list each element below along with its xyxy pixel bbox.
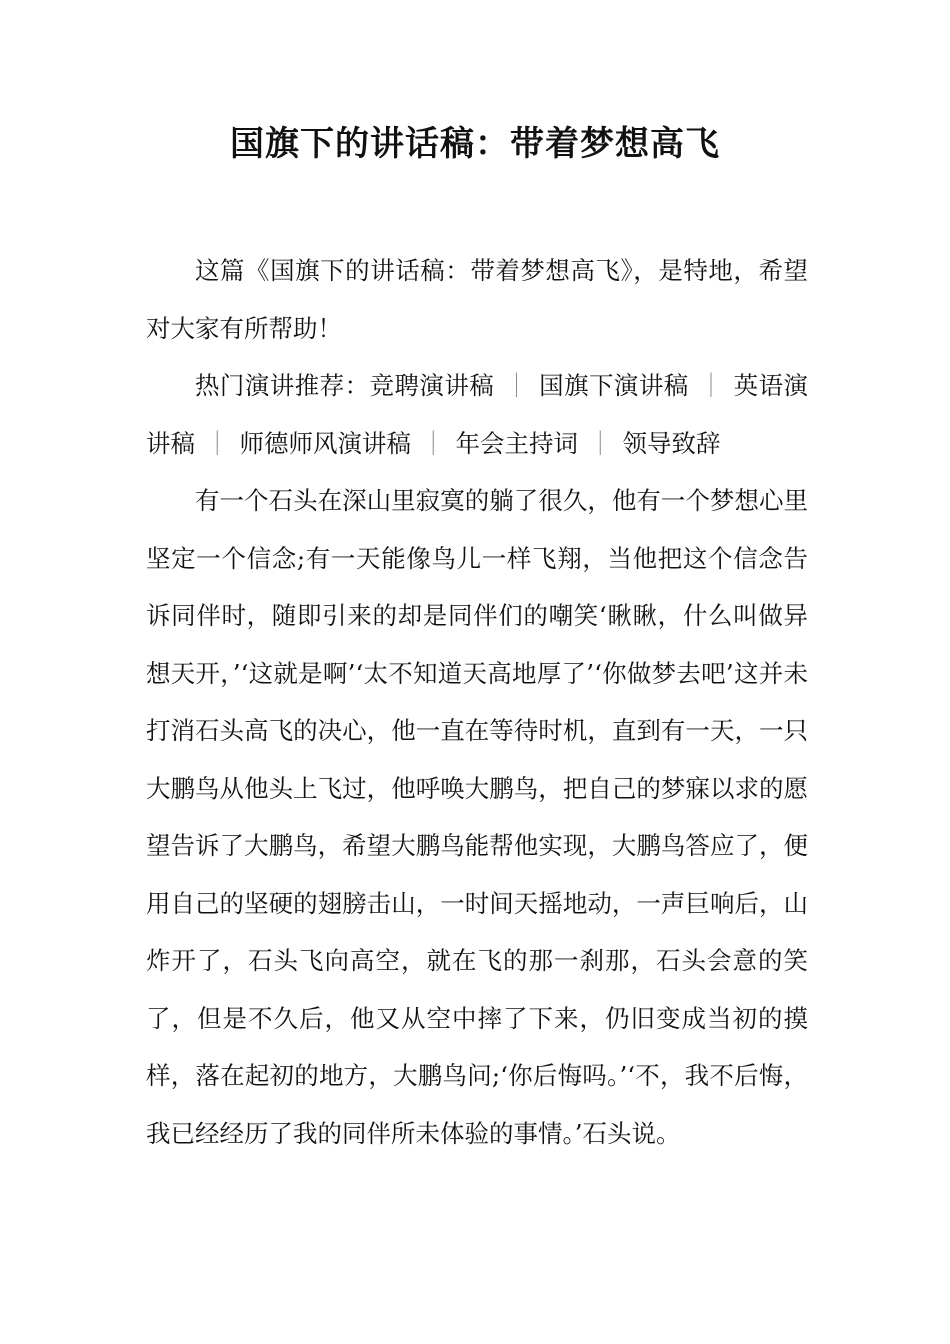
link-separator: ｜ — [698, 371, 724, 400]
recommend-prefix: 热门演讲推荐： — [195, 371, 370, 400]
link-separator: ｜ — [421, 428, 446, 458]
recommend-link-yingyu[interactable]: 英语演讲稿 — [146, 371, 809, 458]
recommend-link-shide[interactable]: 师德师风演讲稿 — [239, 428, 411, 458]
recommend-link-guoqixia[interactable]: 国旗下演讲稿 — [539, 371, 689, 400]
document-title: 国旗下的讲话稿：带着梦想高飞 — [230, 124, 720, 164]
link-separator: ｜ — [504, 371, 530, 400]
recommend-link-jingpin[interactable]: 竞聘演讲稿 — [369, 371, 495, 400]
link-separator: ｜ — [588, 428, 613, 458]
link-separator: ｜ — [205, 428, 230, 458]
intro-paragraph: 这篇《国旗下的讲话稿：带着梦想高飞》，是特地，希望对大家有所帮助！ — [146, 256, 808, 343]
story-paragraph: 有一个石头在深山里寂寞的躺了很久，他有一个梦想心里坚定一个信念;有一天能像鸟儿一样飞翔，当他把这个信念告诉同伴时，随即引来的却是同伴们的嘲笑‘瞅瞅，什么叫做异想天开，’‘这就是啊’‘太不知道天高地厚了’‘你做梦去吧’这并未打消石头高飞的决心，他一直在等待时机，直到有一天，一只大鹏鸟从他头上飞过，他呼唤大鹏鸟，把自己的梦寐以求的愿望告诉了大鹏鸟，希望大鹏鸟能帮他实现，大鹏鸟答应了，便用自己的坚硬的翅膀击山，一时间天摇地动，一声巨响后，山炸开了，石头飞向高空，就在飞的那一刹那，石头会意的笑了，但是不久后，他又从空中摔了下来，仍旧变成当初的摸样，落在起初的地方，大鹏鸟问;‘你后悔吗。’‘不，我不后悔，我已经经历了我的同伴所未体验的事情。’石头说。 — [146, 486, 808, 1148]
recommend-paragraph — [146, 357, 808, 472]
document-body — [146, 242, 808, 1162]
recommend-link-nianhui[interactable]: 年会主持词 — [455, 428, 578, 458]
recommend-link-lingdao[interactable]: 领导致辞 — [622, 428, 721, 458]
